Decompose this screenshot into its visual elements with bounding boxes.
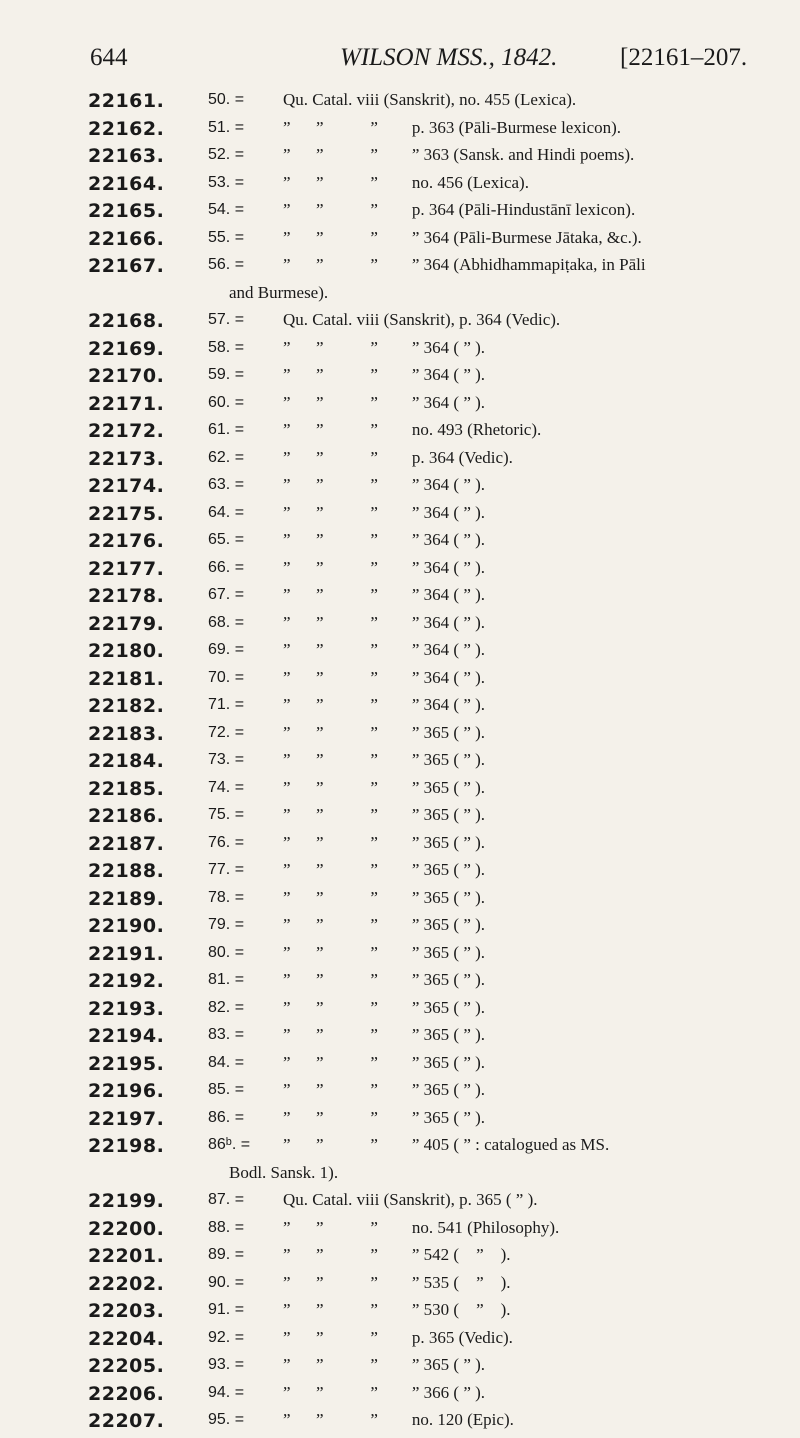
entry-number: 91. =: [208, 1301, 245, 1318]
entry-number: 66. =: [208, 558, 245, 576]
entry-number: 90. =: [208, 1273, 245, 1291]
continuation-text: Bodl. Sansk. 1).: [229, 1162, 339, 1182]
catalogue-entry: [0, 970, 800, 998]
entry-number: 68. =: [208, 613, 245, 631]
entry-number: 55. =: [208, 228, 245, 246]
entry-id: 22187.: [88, 832, 165, 855]
entry-description: ” ” ” ” 366 ( ” ).: [283, 1382, 486, 1402]
entry-description: ” ” ” ” 364 ( ” ).: [283, 337, 486, 357]
catalogue-entry: [0, 255, 800, 283]
catalogue-entry: [0, 1080, 800, 1108]
entry-id: 22191.: [88, 942, 165, 965]
entry-id: 22183.: [88, 722, 165, 745]
catalogue-entry: [0, 338, 800, 366]
catalogue-list: [0, 90, 800, 1438]
entry-number: 63. =: [208, 476, 245, 493]
entry-description: ” ” ” ” 365 ( ” ).: [283, 997, 486, 1017]
entry-description: ” ” ” ” 365 ( ” ).: [283, 860, 486, 879]
entry-number: 72. =: [208, 723, 245, 741]
entry-description: ” ” ” ” 365 ( ” ).: [283, 1080, 486, 1099]
entry-id: 22171.: [88, 392, 165, 415]
catalogue-entry: [0, 1355, 800, 1383]
entry-description: ” ” ” ” 364 ( ” ).: [283, 365, 486, 384]
entry-description: ” ” ” ” 364 ( ” ).: [283, 640, 486, 659]
catalogue-entry: [0, 448, 800, 476]
entry-number: 81. =: [208, 971, 245, 988]
catalogue-entry: [0, 1410, 800, 1438]
entry-id: 22199.: [88, 1190, 165, 1212]
entry-id: 22178.: [88, 585, 165, 607]
catalogue-entry: [0, 1108, 800, 1136]
entry-id: 22168.: [88, 310, 165, 332]
entry-description: ” ” ” ” 365 ( ” ).: [283, 887, 486, 907]
entry-description: ” ” ” ” 365 ( ” ).: [283, 777, 486, 797]
entry-description: ” ” ” ” 364 ( ” ).: [283, 530, 486, 549]
catalogue-entry: [0, 420, 800, 448]
entry-description: ” ” ” ” 535 ( ” ).: [283, 1272, 511, 1292]
catalogue-entry: [0, 90, 800, 118]
entry-number: 78. =: [208, 888, 245, 906]
page-header: [0, 44, 800, 84]
entry-description: ” ” ” ” 364 ( ” ).: [283, 392, 486, 412]
entry-id: 22203.: [88, 1300, 165, 1322]
entry-id: 22164.: [88, 172, 165, 195]
entry-id: 22201.: [88, 1245, 165, 1267]
catalogue-entry: [0, 558, 800, 586]
entry-description: ” ” ” no. 541 (Philosophy).: [283, 1217, 560, 1237]
entry-id: 22166.: [88, 227, 165, 250]
entry-number: 80. =: [208, 943, 245, 961]
catalogue-entry: [0, 393, 800, 421]
entry-description: ” ” ” ” 365 ( ” ).: [283, 942, 486, 962]
catalogue-entry: [0, 613, 800, 641]
entry-number: 73. =: [208, 751, 245, 768]
catalogue-entry: [0, 915, 800, 943]
catalogue-entry: [0, 475, 800, 503]
entry-description: ” ” ” ” 365 ( ” ).: [283, 1107, 486, 1127]
catalogue-entry: [0, 1300, 800, 1328]
entry-description: Qu. Catal. viii (Sanskrit), no. 455 (Lexica).: [283, 90, 577, 109]
catalogue-entry: [0, 1135, 800, 1163]
entry-number: 62. =: [208, 448, 245, 466]
entry-continuation: [0, 283, 800, 311]
entry-description: ” ” ” ” 365 ( ” ).: [283, 915, 486, 934]
entry-number: 77. =: [208, 861, 245, 878]
entry-id: 22176.: [88, 530, 165, 552]
entry-id: 22175.: [88, 502, 165, 525]
entry-id: 22174.: [88, 475, 165, 497]
entry-description: ” ” ” ” 364 ( ” ).: [283, 667, 486, 687]
entry-number: 69. =: [208, 641, 245, 658]
entry-id: 22196.: [88, 1080, 165, 1102]
entry-description: Qu. Catal. viii (Sanskrit), p. 364 (Vedic).: [283, 310, 561, 329]
catalogue-entry: [0, 943, 800, 971]
entry-id: 22185.: [88, 777, 165, 800]
entry-description: ” ” ” ” 365 ( ” ).: [283, 722, 486, 742]
catalogue-entry: [0, 1053, 800, 1081]
catalogue-entry: [0, 860, 800, 888]
page-number: 644: [90, 44, 128, 71]
entry-number: 53. =: [208, 173, 245, 191]
catalogue-entry: [0, 998, 800, 1026]
entry-id: 22195.: [88, 1052, 165, 1075]
entry-description: ” ” ” ” 364 ( ” ).: [283, 695, 486, 714]
catalogue-entry: [0, 723, 800, 751]
entry-id: 22207.: [88, 1410, 165, 1432]
catalogue-entry: [0, 585, 800, 613]
entry-description: ” ” ” no. 456 (Lexica).: [283, 172, 529, 192]
catalogue-entry: [0, 228, 800, 256]
entry-description: ” ” ” p. 363 (Pāli-Burmese lexicon).: [283, 117, 622, 137]
entry-id: 22205.: [88, 1355, 165, 1377]
entry-description: ” ” ” ” 364 (Abhidhammapiṭaka, in Pāli: [283, 255, 646, 274]
entry-number: 88. =: [208, 1218, 245, 1236]
catalogue-entry: [0, 668, 800, 696]
entry-description: ” ” ” p. 364 (Vedic).: [283, 447, 513, 467]
entry-description: ” ” ” ” 364 ( ” ).: [283, 475, 486, 494]
entry-description: ” ” ” ” 365 ( ” ).: [283, 970, 486, 989]
entry-id: 22180.: [88, 640, 165, 662]
entry-description: ” ” ” ” 363 (Sansk. and Hindi poems).: [283, 145, 635, 164]
entry-description: ” ” ” p. 365 (Vedic).: [283, 1327, 513, 1347]
entry-description: ” ” ” ” 364 ( ” ).: [283, 502, 486, 522]
entry-number: 87. =: [208, 1191, 245, 1208]
entry-number: 79. =: [208, 916, 245, 933]
entry-description: ” ” ” ” 364 ( ” ).: [283, 557, 486, 577]
catalogue-entry: [0, 118, 800, 146]
entry-id: 22167.: [88, 255, 165, 277]
catalogue-entry: [0, 1245, 800, 1273]
entry-id: 22172.: [88, 420, 165, 442]
entry-description: ” ” ” no. 493 (Rhetoric).: [283, 420, 542, 439]
entry-description: ” ” ” no. 120 (Epic).: [283, 1410, 514, 1429]
entry-id: 22170.: [88, 365, 165, 387]
entry-number: 61. =: [208, 421, 245, 438]
entry-description: ” ” ” ” 530 ( ” ).: [283, 1300, 511, 1319]
catalogue-entry: [0, 310, 800, 338]
entry-number: 59. =: [208, 366, 245, 383]
entry-id: 22186.: [88, 805, 165, 827]
catalogue-entry: [0, 1025, 800, 1053]
catalogue-entry: [0, 173, 800, 201]
continuation-text: and Burmese).: [229, 282, 329, 302]
entry-description: ” ” ” ” 364 ( ” ).: [283, 585, 486, 604]
entry-id: 22162.: [88, 117, 165, 140]
catalogue-entry: [0, 1190, 800, 1218]
entry-id: 22194.: [88, 1025, 165, 1047]
catalogue-entry: [0, 1383, 800, 1411]
entry-number: 50. =: [208, 91, 245, 108]
entry-number: 82. =: [208, 998, 245, 1016]
entry-id: 22169.: [88, 337, 165, 360]
entry-id: 22163.: [88, 145, 165, 167]
entry-id: 22173.: [88, 447, 165, 470]
entry-description: ” ” ” ” 365 ( ” ).: [283, 1355, 486, 1374]
entry-number: 89. =: [208, 1246, 245, 1263]
entry-number: 56. =: [208, 256, 245, 273]
entry-number: 84. =: [208, 1053, 245, 1071]
entry-number: 60. =: [208, 393, 245, 411]
entry-continuation: [0, 1163, 800, 1191]
entry-number: 51. =: [208, 118, 245, 136]
entry-description: Qu. Catal. viii (Sanskrit), p. 365 ( ” ).: [283, 1190, 538, 1209]
entry-id: 22182.: [88, 695, 165, 717]
catalogue-entry: [0, 805, 800, 833]
catalogue-entry: [0, 200, 800, 228]
catalogue-entry: [0, 778, 800, 806]
catalogue-entry: [0, 1273, 800, 1301]
entry-description: ” ” ” ” 364 ( ” ).: [283, 612, 486, 632]
entry-id: 22206.: [88, 1382, 165, 1405]
entry-number: 83. =: [208, 1026, 245, 1043]
entry-number: 70. =: [208, 668, 245, 686]
catalogue-entry: [0, 145, 800, 173]
entry-id: 22190.: [88, 915, 165, 937]
entry-id: 22198.: [88, 1135, 165, 1157]
entry-description: ” ” ” p. 364 (Pāli-Hindustānī lexicon).: [283, 200, 636, 219]
entry-id: 22181.: [88, 667, 165, 690]
entry-id: 22184.: [88, 750, 165, 772]
entry-id: 22200.: [88, 1217, 165, 1240]
entry-id: 22161.: [88, 90, 165, 112]
entry-description: ” ” ” ” 365 ( ” ).: [283, 832, 486, 852]
entry-number: 85. =: [208, 1081, 245, 1098]
catalogue-entry: [0, 750, 800, 778]
running-title: WILSON MSS., 1842.: [340, 44, 558, 71]
entry-description: ” ” ” ” 542 ( ” ).: [283, 1245, 511, 1264]
entry-description: ” ” ” ” 364 (Pāli-Burmese Jātaka, &c.).: [283, 227, 642, 247]
entry-id: 22179.: [88, 612, 165, 635]
catalogue-entry: [0, 503, 800, 531]
entry-id: 22189.: [88, 887, 165, 910]
entry-id: 22193.: [88, 997, 165, 1020]
entry-number: 94. =: [208, 1383, 245, 1401]
entry-number: 57. =: [208, 311, 245, 328]
catalogue-entry: [0, 695, 800, 723]
entry-number: 86. =: [208, 1108, 245, 1126]
entry-number: 52. =: [208, 146, 245, 163]
catalogue-entry: [0, 365, 800, 393]
catalogue-entry: [0, 640, 800, 668]
catalogue-entry: [0, 833, 800, 861]
entry-description: ” ” ” ” 365 ( ” ).: [283, 805, 486, 824]
entry-description: ” ” ” ” 365 ( ” ).: [283, 1052, 486, 1072]
entry-number: 95. =: [208, 1411, 245, 1428]
entry-number: 67. =: [208, 586, 245, 603]
entry-number: 93. =: [208, 1356, 245, 1373]
entry-range: [22161–207.: [620, 44, 748, 71]
entry-id: 22197.: [88, 1107, 165, 1130]
catalogue-entry: [0, 888, 800, 916]
entry-description: ” ” ” ” 365 ( ” ).: [283, 1025, 486, 1044]
entry-number: 64. =: [208, 503, 245, 521]
entry-number: 74. =: [208, 778, 245, 796]
entry-number: 86ᵇ. =: [208, 1136, 251, 1153]
entry-number: 65. =: [208, 531, 245, 548]
entry-number: 76. =: [208, 833, 245, 851]
entry-number: 58. =: [208, 338, 245, 356]
entry-id: 22165.: [88, 200, 165, 222]
catalogue-entry: [0, 530, 800, 558]
entry-description: ” ” ” ” 405 ( ” : catalogued as MS.: [283, 1135, 610, 1154]
entry-number: 92. =: [208, 1328, 245, 1346]
entry-description: ” ” ” ” 365 ( ” ).: [283, 750, 486, 769]
entry-number: 75. =: [208, 806, 245, 823]
entry-id: 22188.: [88, 860, 165, 882]
entry-id: 22192.: [88, 970, 165, 992]
entry-id: 22177.: [88, 557, 165, 580]
entry-id: 22204.: [88, 1327, 165, 1350]
entry-number: 71. =: [208, 696, 245, 713]
entry-number: 54. =: [208, 201, 245, 218]
catalogue-entry: [0, 1218, 800, 1246]
entry-id: 22202.: [88, 1272, 165, 1295]
